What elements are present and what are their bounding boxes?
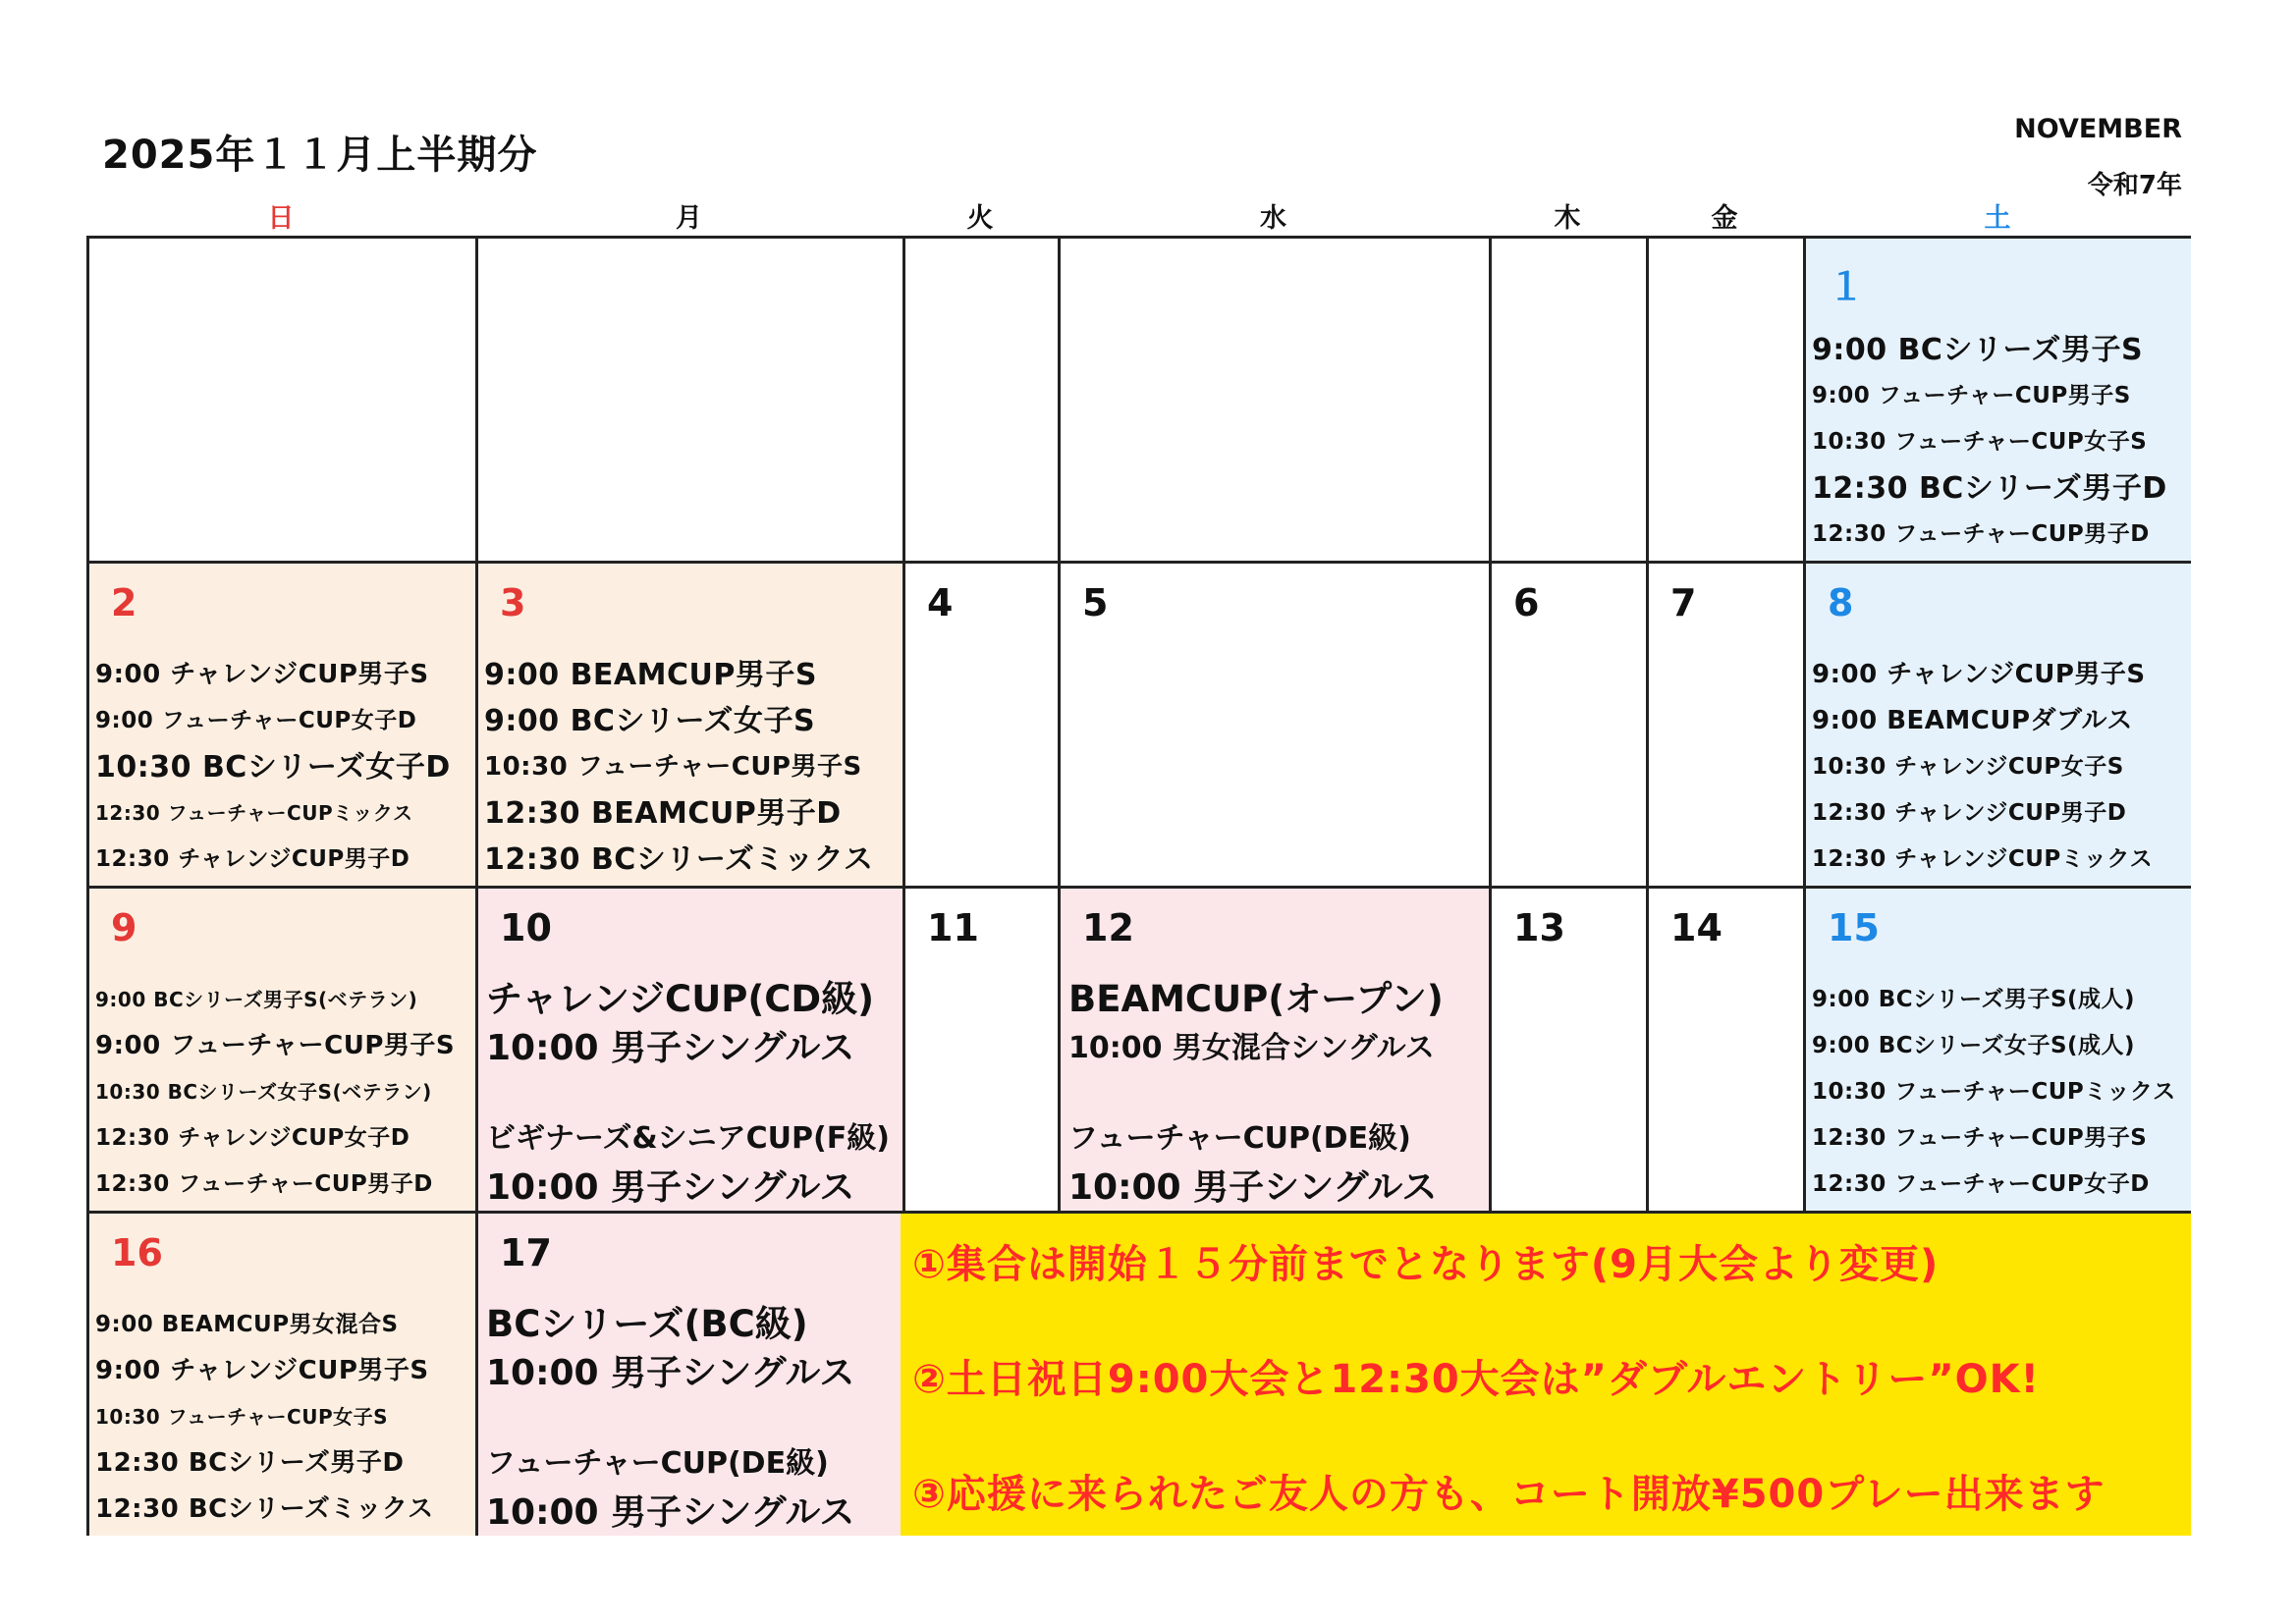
day-number: 2 <box>111 581 137 624</box>
event-item: 9:00 フューチャーCUP男子S <box>95 1031 456 1060</box>
calendar-day-4[interactable] <box>905 564 1061 889</box>
day-number: 16 <box>111 1231 163 1274</box>
event-item: 9:00 BCシリーズ男子S <box>1812 333 2144 367</box>
event-title: フューチャーCUP(DE級) <box>1068 1121 1411 1156</box>
calendar-day-12[interactable] <box>1061 889 1492 1214</box>
calendar-day-14[interactable] <box>1649 889 1806 1214</box>
event-detail: 10:00 男子シングルス <box>486 1492 855 1533</box>
day-number: 13 <box>1513 906 1565 949</box>
event-item: 9:00 フューチャーCUP女子D <box>95 708 417 733</box>
event-detail: 10:00 男子シングルス <box>1068 1167 1438 1208</box>
event-item: 12:30 BEAMCUP男子D <box>484 796 842 831</box>
event-item: 9:00 BEAMCUPダブルス <box>1812 706 2133 735</box>
event-item: 12:30 フューチャーCUP女子D <box>1812 1171 2150 1197</box>
day-number: 10 <box>500 906 552 949</box>
calendar-day-17[interactable] <box>478 1214 905 1536</box>
event-item: 12:30 チャレンジCUP男子D <box>1812 800 2127 826</box>
event-item: 12:30 フューチャーCUP男子D <box>1812 521 2150 547</box>
event-item: 10:30 BCシリーズ女子S(ベテラン) <box>95 1080 432 1104</box>
event-item: 12:30 BCシリーズ男子D <box>1812 471 2167 506</box>
calendar-day-2[interactable] <box>89 564 478 889</box>
event-item: 9:00 BEAMCUP男子S <box>484 658 817 692</box>
event-detail: 10:00 男子シングルス <box>486 1167 855 1208</box>
event-title: BCシリーズ(BC級) <box>486 1303 808 1345</box>
day-number: 6 <box>1513 581 1540 624</box>
day-number: 9 <box>111 906 137 949</box>
day-number: 8 <box>1828 581 1854 624</box>
day-number: 15 <box>1828 906 1880 949</box>
event-title: フューチャーCUP(DE級) <box>486 1446 829 1481</box>
notice-line: ②土日祝日9:00大会と12:30大会は”ダブルエントリー”OK! <box>912 1357 2040 1402</box>
weekday-monday: 月 <box>676 203 702 234</box>
day-number: 14 <box>1670 906 1722 949</box>
event-item: 12:30 フューチャーCUP男子D <box>95 1171 433 1197</box>
event-title: チャレンジCUP(CD級) <box>486 978 875 1020</box>
calendar-day-7[interactable] <box>1649 564 1806 889</box>
event-item: 10:30 チャレンジCUP女子S <box>1812 754 2124 780</box>
event-item: 12:30 フューチャーCUPミックス <box>95 801 413 825</box>
event-item: 10:30 フューチャーCUP女子S <box>95 1405 389 1429</box>
event-item: 12:30 BCシリーズミックス <box>95 1494 434 1524</box>
event-item: 9:00 BCシリーズ男子S(ベテラン) <box>95 988 418 1011</box>
event-item: 9:00 BCシリーズ女子S(成人) <box>1812 1033 2136 1058</box>
event-detail: 10:00 男子シングルス <box>486 1353 855 1393</box>
event-item: 10:30 フューチャーCUP男子S <box>484 752 862 782</box>
month-english: NOVEMBER <box>2014 114 2182 144</box>
notice-box <box>901 1211 2191 1536</box>
notice-line: ③応援に来られたご友人の方も、コート開放¥500プレー出来ます <box>912 1472 2105 1517</box>
event-item: 9:00 チャレンジCUP男子S <box>95 1356 429 1385</box>
day-number: 11 <box>927 906 979 949</box>
event-item: 12:30 チャレンジCUP女子D <box>95 1125 410 1151</box>
calendar-cell-empty <box>1492 239 1649 564</box>
calendar-day-5[interactable] <box>1061 564 1492 889</box>
calendar-cell-empty <box>478 239 905 564</box>
weekday-thursday: 木 <box>1554 203 1581 234</box>
calendar-day-9[interactable] <box>89 889 478 1214</box>
event-item: 12:30 チャレンジCUP男子D <box>95 846 410 872</box>
day-number: 12 <box>1082 906 1134 949</box>
weekday-saturday: 土 <box>1984 203 2011 234</box>
weekday-header <box>0 196 2296 236</box>
calendar-cell-empty <box>89 239 478 564</box>
calendar-cell-empty <box>1061 239 1492 564</box>
event-detail: 10:00 男女混合シングルス <box>1068 1031 1435 1065</box>
event-item: 9:00 BCシリーズ男子S(成人) <box>1812 987 2136 1012</box>
calendar-day-8[interactable] <box>1806 564 2191 889</box>
event-title: ビギナーズ&シニアCUP(F級) <box>486 1121 890 1156</box>
day-number: 17 <box>500 1231 552 1274</box>
calendar-day-13[interactable] <box>1492 889 1649 1214</box>
calendar-day-15[interactable] <box>1806 889 2191 1214</box>
event-item: 9:00 BCシリーズ女子S <box>484 704 816 738</box>
event-item: 9:00 フューチャーCUP男子S <box>1812 383 2131 408</box>
event-item: 12:30 BCシリーズミックス <box>484 842 874 877</box>
event-item: 12:30 BCシリーズ男子D <box>95 1448 405 1478</box>
calendar-cell-empty <box>905 239 1061 564</box>
calendar-day-6[interactable] <box>1492 564 1649 889</box>
event-item: 10:30 フューチャーCUP女子S <box>1812 429 2148 455</box>
event-item: 12:30 フューチャーCUP男子S <box>1812 1125 2148 1151</box>
event-item: 10:30 フューチャーCUPミックス <box>1812 1079 2176 1105</box>
day-number: 3 <box>500 581 526 624</box>
calendar-day-3[interactable] <box>478 564 905 889</box>
event-item: 12:30 チャレンジCUPミックス <box>1812 846 2154 872</box>
page-title: 2025年１１月上半期分 <box>102 133 538 178</box>
day-number: 4 <box>927 581 954 624</box>
calendar-day-16[interactable] <box>89 1214 478 1536</box>
event-item: 9:00 チャレンジCUP男子S <box>95 660 429 689</box>
calendar-day-11[interactable] <box>905 889 1061 1214</box>
era-year: 令和7年 <box>2087 171 2182 200</box>
calendar-day-1[interactable] <box>1806 239 2191 564</box>
day-number: 7 <box>1670 581 1697 624</box>
event-title: BEAMCUP(オープン) <box>1068 978 1444 1020</box>
event-item: 9:00 チャレンジCUP男子S <box>1812 660 2146 689</box>
weekday-wednesday: 水 <box>1260 203 1286 234</box>
event-detail: 10:00 男子シングルス <box>486 1028 855 1068</box>
weekday-tuesday: 火 <box>966 203 994 234</box>
weekday-sunday: 日 <box>267 203 295 234</box>
day-number: 5 <box>1082 581 1109 624</box>
weekday-friday: 金 <box>1711 203 1738 234</box>
notice-line: ①集合は開始１５分前までとなります(9月大会より変更) <box>912 1242 1940 1287</box>
event-item: 9:00 BEAMCUP男女混合S <box>95 1312 399 1337</box>
calendar-cell-empty <box>1649 239 1806 564</box>
event-item: 10:30 BCシリーズ女子D <box>95 750 451 785</box>
day-number: １ <box>1828 265 1866 308</box>
calendar-day-10[interactable] <box>478 889 905 1214</box>
